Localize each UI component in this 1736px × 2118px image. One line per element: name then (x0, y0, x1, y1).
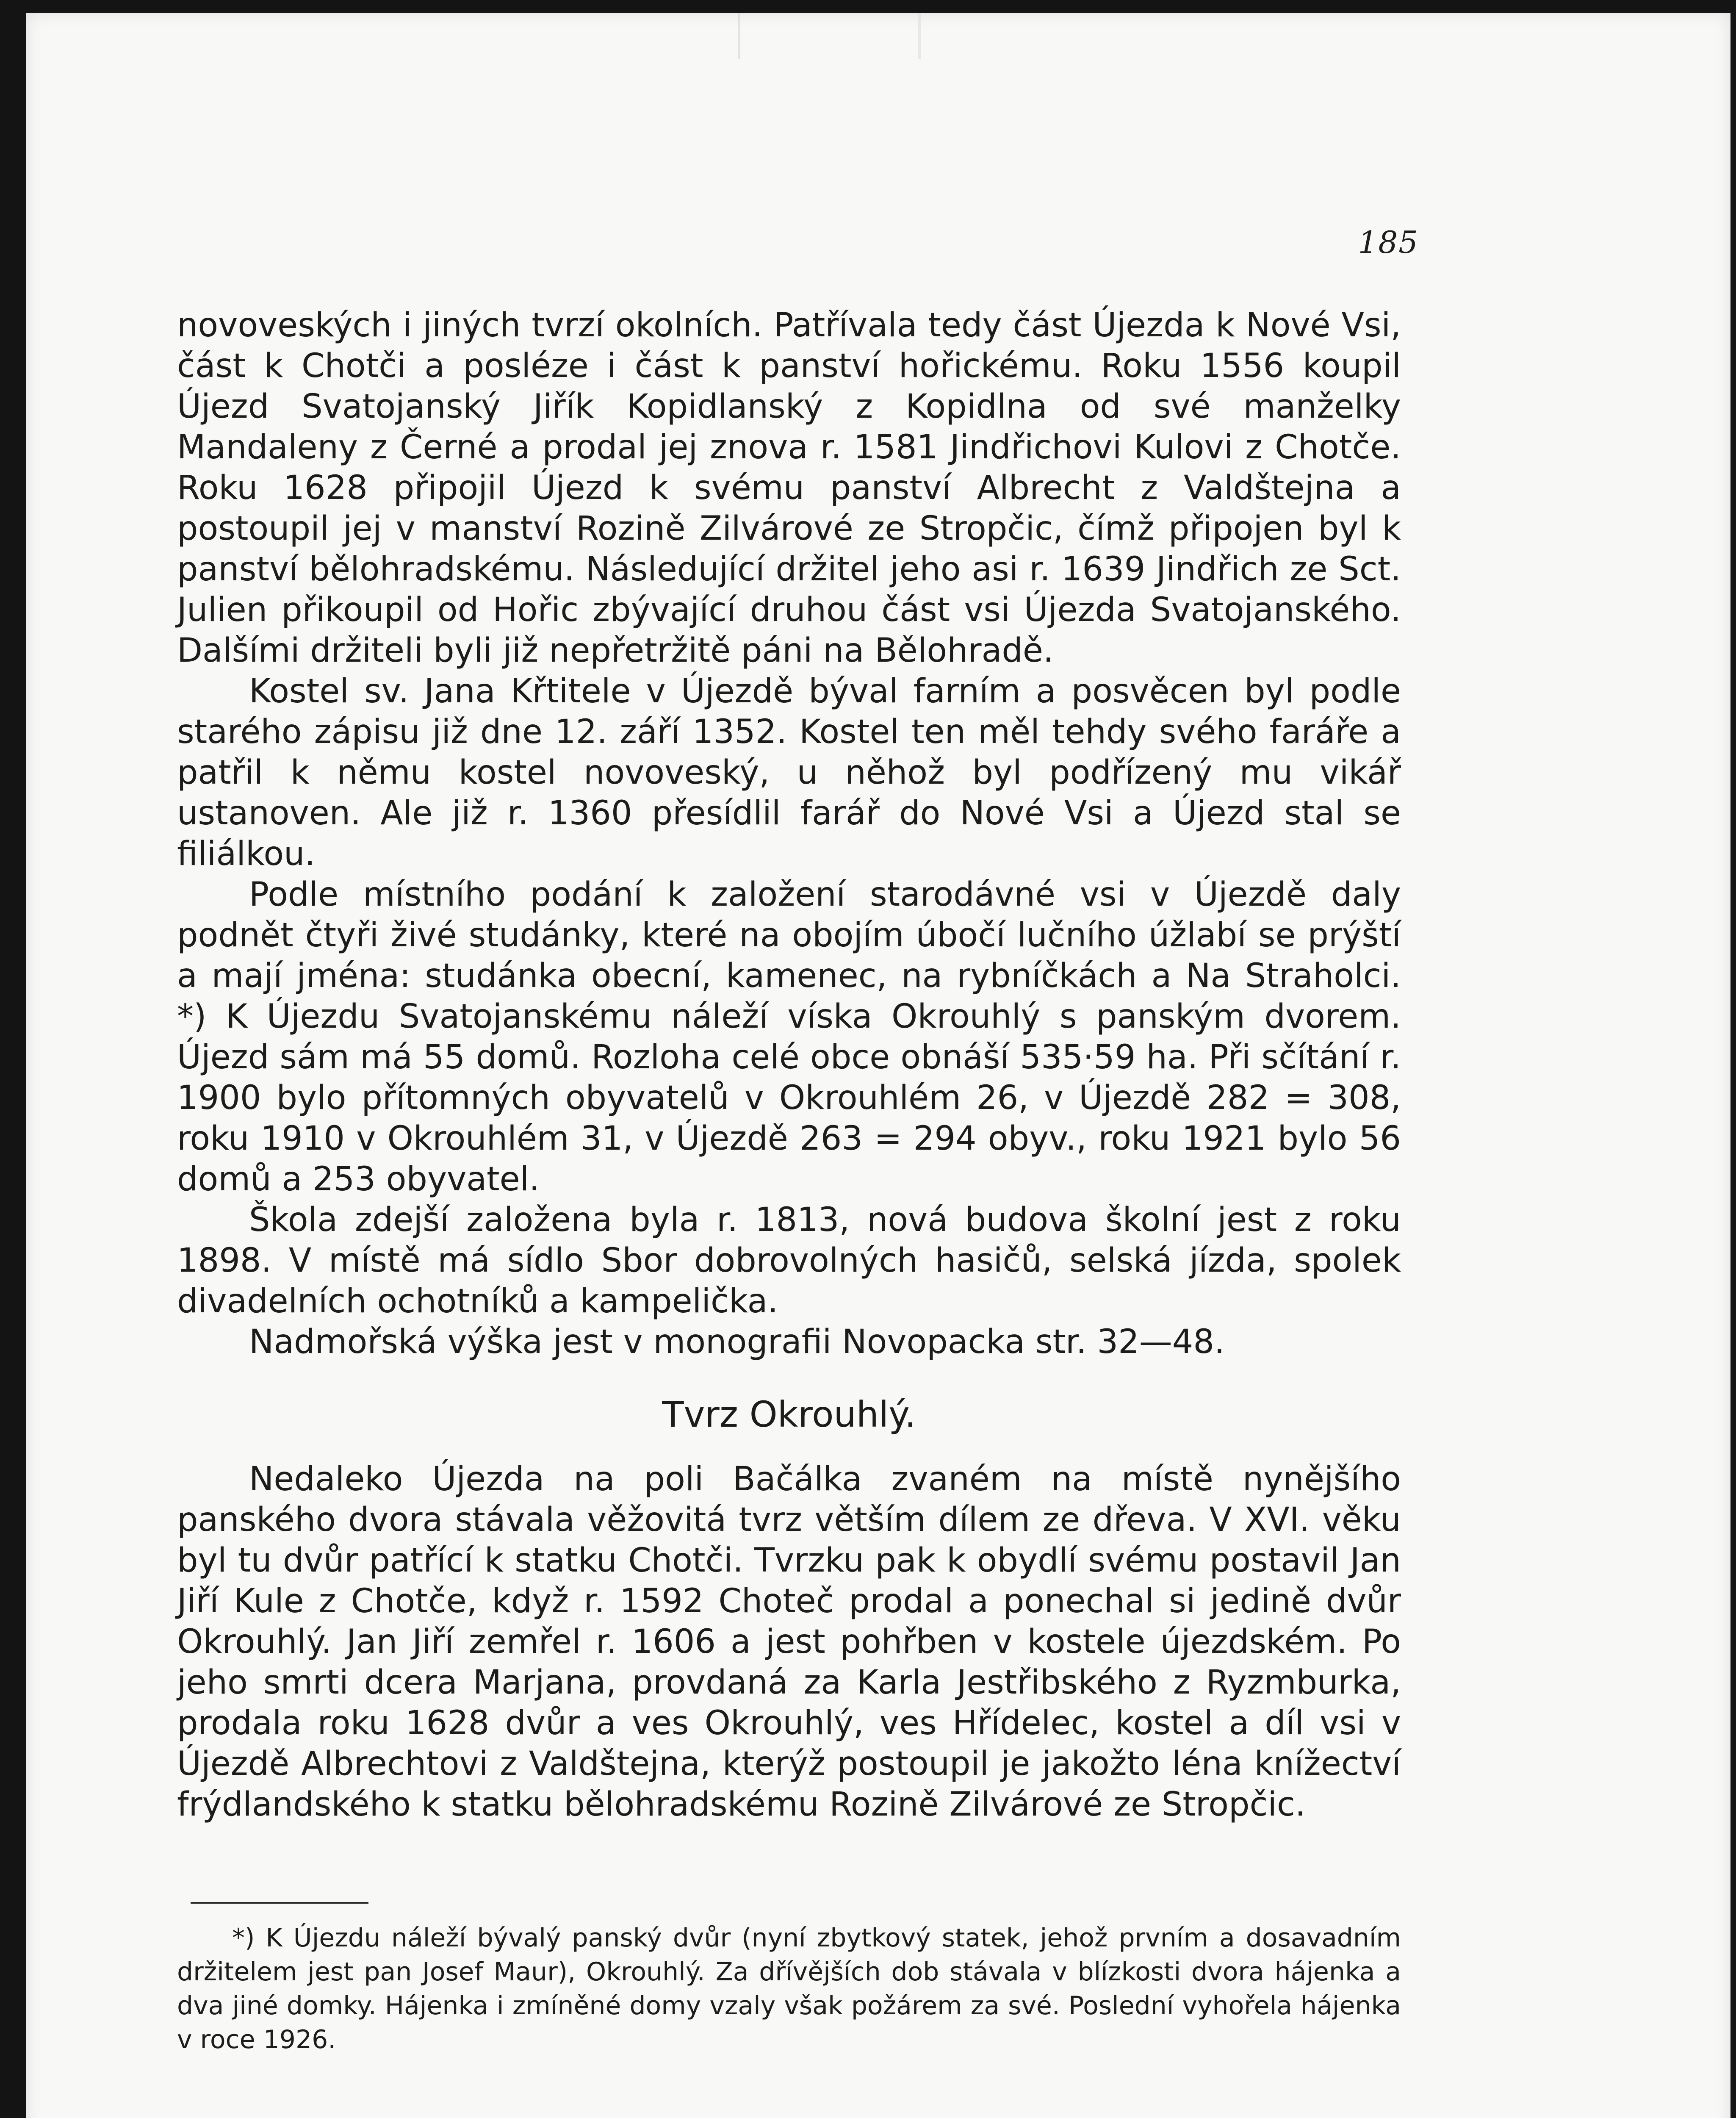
section-heading: Tvrz Okrouhlý. (662, 1394, 916, 1435)
main-text (177, 305, 1401, 1825)
paragraph-continuation: novoveských i jiných tvrzí okolních. Patřívala tedy část Újezda k Nové Vsi, část k Chotči a posléze i část k panství hořickému. Roku 1556 koupil Újezd Svatojanský Jiřík Kopidlanský z Kopidlna od své manželky Mandaleny z Černé a prodal jej znova r. 1581 Jindřichovi Kulovi z Chotče. Roku 1628 připojil Újezd k svému panství Albrecht z Valdštejna a postoupil jej v manství Rozině Zilvárové ze Stropčic, čímž připojen byl k panství bělohradskému. Následující držitel jeho asi r. 1639 Jindřich ze Sct. Julien přikoupil od Hořic zbývající druhou část vsi Újezda Svatojanského. Dalšími držiteli byli již nepřetržitě páni na Bělohradě. (177, 306, 1401, 670)
footnote: *) K Újezdu náleží bývalý panský dvůr (nyní zbytkový statek, jehož prvním a dosavadním držitelem jest pan Josef Maur), Okrouhlý. Za dřívějších dob stávala v blízkosti dvora hájenka a dva jiné domky. Hájenka i zmíněné domy vzaly však požárem za své. Poslední vyhořela hájenka v roce 1926. (177, 1923, 1401, 2054)
binding-marks (738, 13, 921, 59)
paragraph-church: Kostel sv. Jana Křtitele v Újezdě býval farním a posvěcen byl podle starého zápisu již dne 12. září 1352. Kostel ten měl tehdy svého faráře a patřil k němu kostel novoveský, u něhož byl podřízený mu vikář ustanoven. Ale již r. 1360 přesídlil farář do Nové Vsi a Újezd stal se filiálkou. (177, 672, 1401, 873)
footnote-divider (191, 1902, 368, 1904)
paragraph-altitude: Nadmořská výška jest v monografii Novopacka str. 32—48. (249, 1323, 1225, 1361)
paragraph-fortress: Nedaleko Újezda na poli Bačálka zvaném na místě nynějšího panského dvora stávala věžovitá tvrz větším dílem ze dřeva. V XVI. věku byl tu dvůr patřící k statku Chotči. Tvrzku pak k obydlí svému postavil Jan Jiří Kule z Chotče, když r. 1592 Choteč prodal a ponechal si jedině dvůr Okrouhlý. Jan Jiří zemřel r. 1606 a jest pohřben v kostele újezdském. Po jeho smrti dcera Marjana, provdaná za Karla Jestřibského z Ryzmburka, prodala roku 1628 dvůr a ves Okrouhlý, ves Hřídelec, kostel a díl vsi v Újezdě Albrechtovi z Valdštejna, kterýž postoupil je jakožto léna knížectví frýdlandského k statku bělohradskému Rozině Zilvárové ze Stropčic. (177, 1460, 1401, 1824)
page-number: 185 (1358, 225, 1419, 260)
paragraph-school: Škola zdejší založena byla r. 1813, nová budova školní jest z roku 1898. V místě má sídlo Sbor dobrovolných hasičů, selská jízda, spolek divadelních ochotníků a kampelička. (177, 1201, 1401, 1320)
paragraph-wells: Podle místního podání k založení starodávné vsi v Újezdě daly podnět čtyři živé studánky, které na obojím úbočí lučního úžlabí se prýští a mají jména: studánka obecní, kamenec, na rybníčkách a Na Straholci. *) K Újezdu Svatojanskému náleží víska Okrouhlý s panským dvorem. Újezd sám má 55 domů. Rozloha celé obce obnáší 535·59 ha. Při sčítání r. 1900 bylo přítomných obyvatelů v Okrouhlém 26, v Újezdě 282 = 308, roku 1910 v Okrouhlém 31, v Újezdě 263 = 294 obyv., roku 1921 bylo 56 domů a 253 obyvatel. (177, 876, 1401, 1198)
